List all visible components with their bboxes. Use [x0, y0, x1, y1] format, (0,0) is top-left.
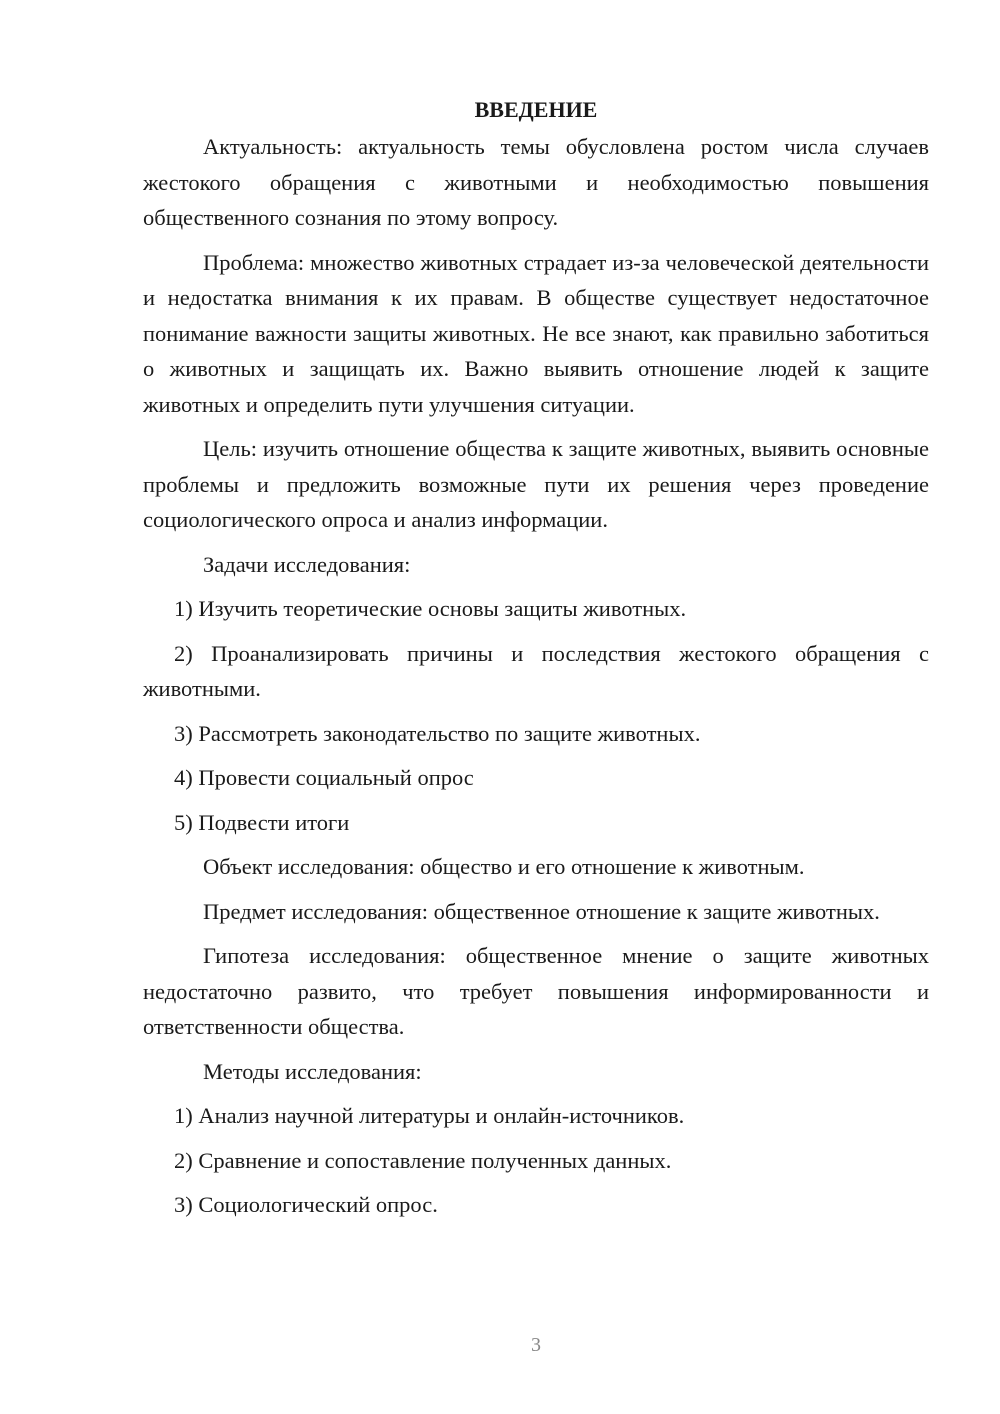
method-item-2: 2) Сравнение и сопоставление полученных данных. [174, 1147, 672, 1173]
task-item-5: 5) Подвести итоги [174, 809, 350, 835]
task-item-4: 4) Провести социальный опрос [174, 765, 474, 790]
problem-paragraph: Проблема: множество животных страдает из-за человеческой деятельности и недостатка внимания к их правам. В обществе существует недостаточное понимание важности защиты животных. Не все знают, как правильно заботиться о животных и защищать их. Важно выявить отношение людей к защите животных и определить пути улучшения ситуации. [143, 249, 929, 417]
document-page [143, 95, 929, 1232]
subject-paragraph: Предмет исследования: общественное отношение к защите животных. [203, 898, 880, 924]
page-title: ВВЕДЕНИЕ [474, 97, 598, 122]
task-item-3: 3) Рассмотреть законодательство по защите животных. [174, 720, 701, 746]
goal-paragraph: Цель: изучить отношение общества к защите животных, выявить основные проблемы и предложить возможные пути их решения через проведение социологического опроса и анализ информации. [143, 436, 929, 532]
methods-heading: Методы исследования: [203, 1058, 422, 1084]
task-item-2: 2) Проанализировать причины и последствия жестокого обращения с животными. [143, 640, 929, 701]
object-paragraph: Объект исследования: общество и его отношение к животным. [203, 854, 805, 879]
method-item-3: 3) Социологический опрос. [174, 1192, 438, 1217]
page-number: 3 [531, 1334, 541, 1356]
tasks-heading: Задачи исследования: [203, 551, 411, 577]
relevance-paragraph: Актуальность: актуальность темы обусловлена ростом числа случаев жестокого обращения с животными и необходимостью повышения общественного сознания по этому вопросу. [143, 134, 929, 230]
method-item-1: 1) Анализ научной литературы и онлайн-источников. [174, 1103, 685, 1128]
hypothesis-paragraph: Гипотеза исследования: общественное мнение о защите животных недостаточно развито, что требует повышения информированности и ответственности общества. [143, 943, 929, 1039]
task-item-1: 1) Изучить теоретические основы защиты животных. [174, 596, 687, 621]
